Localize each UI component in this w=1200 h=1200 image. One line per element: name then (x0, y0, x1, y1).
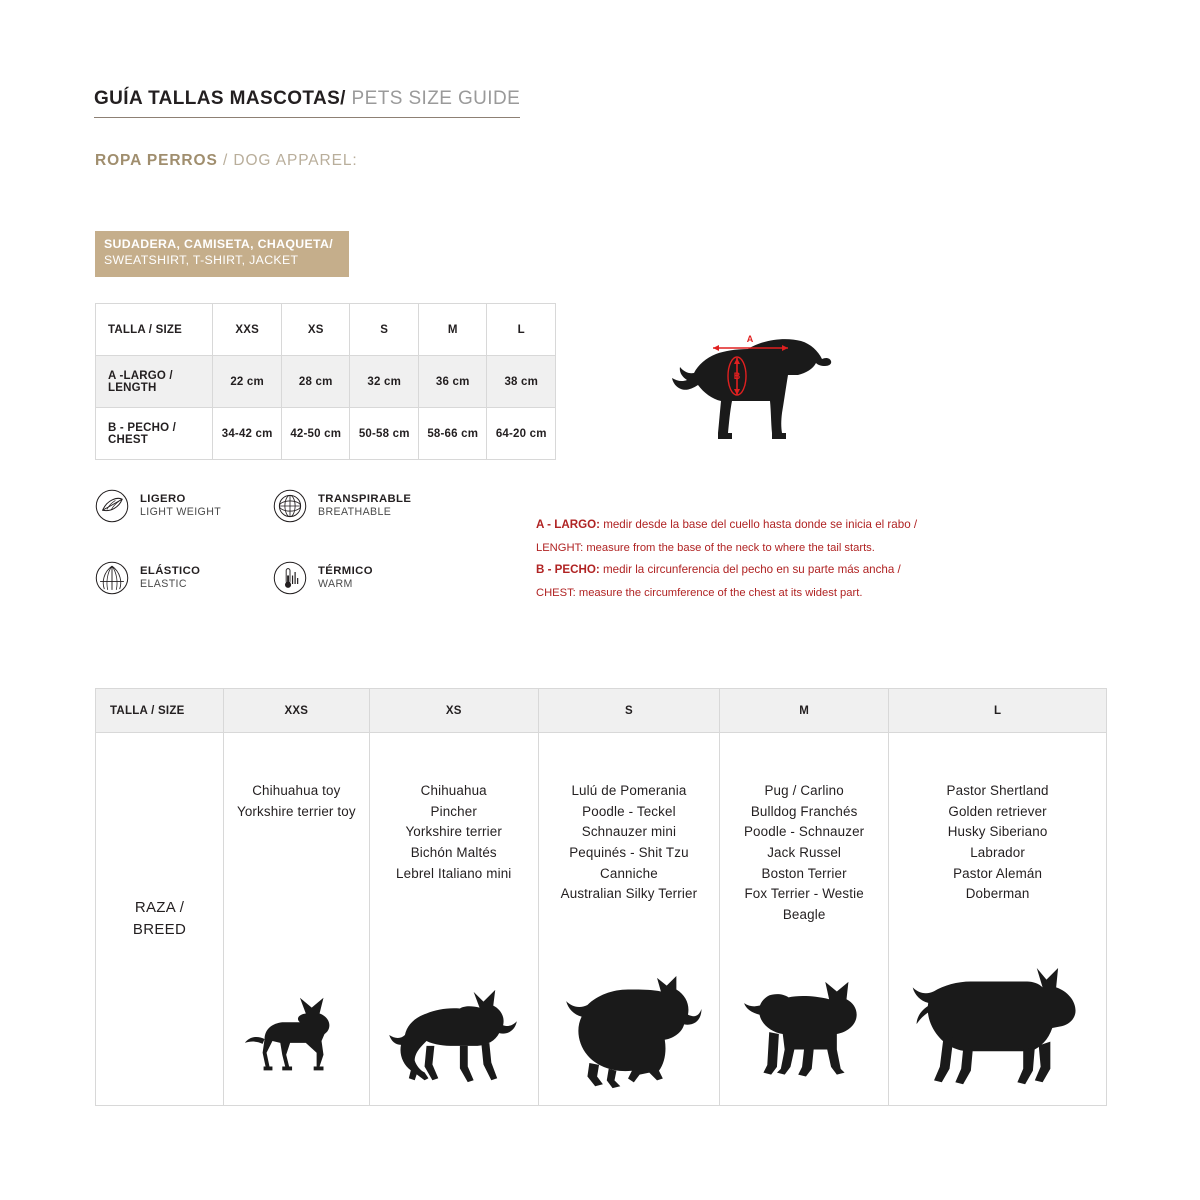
breed-table-header-row (96, 689, 1107, 733)
thermometer-icon (273, 561, 307, 595)
breed-table-row (96, 733, 1107, 1106)
chest-l: 64-20 cm (487, 408, 556, 460)
dog-silhouette-diagram (672, 339, 831, 439)
breed-item: Lebrel Italiano mini (396, 865, 512, 881)
length-s: 32 cm (350, 356, 419, 408)
instruction-b-en: CHEST: measure the circumference of the chest at its widest part. (536, 587, 863, 600)
breed-item: Schnauzer mini (581, 824, 677, 840)
breed-item: Yorkshire terrier (405, 824, 503, 840)
breed-list-m (744, 781, 864, 925)
breed-item: Boston Terrier (761, 865, 847, 881)
breed-cell-xs (369, 733, 538, 1106)
breed-list-xxs (237, 781, 356, 822)
breed-item: Yorkshire terrier toy (236, 803, 356, 819)
breed-item: Pequinés - Shit Tzu (569, 844, 689, 860)
length-l: 38 cm (487, 356, 556, 408)
garment-type-en: SWEATSHIRT, T-SHIRT, JACKET (104, 252, 299, 267)
breed-header-l: L (889, 689, 1107, 733)
breed-header-xxs: XXS (224, 689, 370, 733)
length-xs: 28 cm (281, 356, 350, 408)
breed-item: Golden retriever (948, 803, 1047, 819)
breed-item: Australian Silky Terrier (560, 886, 698, 902)
breed-item: Jack Russel (767, 844, 842, 860)
feature-label-es: TÉRMICO (318, 564, 373, 577)
header-cell-m: M (418, 304, 487, 356)
header-cell-xs: XS (281, 304, 350, 356)
measurements-table (95, 303, 556, 460)
chest-xs: 42-50 cm (281, 408, 350, 460)
page-subtitle (95, 152, 358, 170)
table-row (96, 408, 556, 460)
breed-item: Doberman (965, 886, 1030, 902)
instruction-b-text: medir la circunferencia del pecho en su parte más ancha / (599, 563, 901, 577)
header-cell-size: TALLA / SIZE (96, 304, 213, 356)
breed-item: Poodle - Teckel (582, 803, 676, 819)
length-xxs: 22 cm (213, 356, 282, 408)
page-title-es: GUÍA TALLAS MASCOTAS/ (94, 88, 346, 109)
breed-item: Fox Terrier - Westie (744, 886, 864, 902)
instruction-a-en: LENGHT: measure from the base of the neck to where the tail starts. (536, 541, 875, 554)
breed-item: Chihuahua toy (252, 783, 341, 798)
instruction-a-text: medir desde la base del cuello hasta donde se inicia el rabo / (599, 518, 918, 531)
breed-cell-xxs (224, 733, 370, 1106)
feature-label-en: ELASTIC (140, 578, 187, 591)
chihuahua-silhouette (237, 984, 355, 1105)
breed-item: Husky Siberiano (947, 824, 1048, 840)
breed-item: Beagle (782, 906, 826, 922)
page-subtitle-es: ROPA PERROS (95, 152, 218, 169)
length-m: 36 cm (418, 356, 487, 408)
feature-label-es: ELÁSTICO (140, 564, 201, 577)
breed-row-label-line2: BREED (132, 921, 187, 938)
row-label-length: A -LARGO / LENGTH (96, 356, 213, 408)
table-header-row (96, 304, 556, 356)
breed-item: Pastor Alemán (953, 865, 1043, 881)
breed-row-label (96, 733, 224, 1106)
measurement-diagram (636, 327, 866, 462)
breed-item: Pug / Carlino (764, 783, 844, 798)
row-label-chest: B - PECHO / CHEST (96, 408, 213, 460)
doberman-silhouette (909, 966, 1087, 1105)
feature-light-weight (95, 489, 221, 523)
breed-item: Labrador (970, 844, 1025, 860)
page-title (94, 88, 520, 118)
page-title-en: PETS SIZE GUIDE (345, 88, 521, 109)
header-cell-l: L (487, 304, 556, 356)
breed-cell-m (720, 733, 889, 1106)
breed-item: Chihuahua (420, 783, 487, 798)
feature-label-en: BREATHABLE (318, 506, 392, 519)
header-cell-s: S (350, 304, 419, 356)
page-subtitle-en: / DOG APPAREL: (217, 152, 358, 169)
elastic-icon (95, 561, 129, 595)
garment-type-banner (95, 231, 349, 277)
chest-m: 58-66 cm (418, 408, 487, 460)
breed-item: Bulldog Franchés (750, 803, 858, 819)
chest-xxs: 34-42 cm (213, 408, 282, 460)
breed-cell-l (889, 733, 1107, 1106)
feature-label-en: LIGHT WEIGHT (140, 506, 222, 519)
garment-type-es: SUDADERA, CAMISETA, CHAQUETA/ (104, 237, 333, 251)
breed-cell-s (538, 733, 719, 1106)
measure-label-a: A (746, 334, 754, 344)
breed-header-s: S (538, 689, 719, 733)
spitz-silhouette (555, 976, 703, 1105)
instruction-b-label: B - PECHO: (536, 563, 600, 577)
bulldog-silhouette (735, 978, 873, 1105)
breed-table (95, 688, 1107, 1106)
feature-warm (273, 561, 373, 595)
breed-header-size: TALLA / SIZE (96, 689, 224, 733)
feature-label-es: LIGERO (140, 492, 186, 505)
breed-item: Bichón Maltés (410, 844, 497, 860)
feather-icon (95, 489, 129, 523)
breed-item: Canniche (600, 865, 658, 881)
measure-label-b: B (733, 371, 741, 381)
header-cell-xxs: XXS (213, 304, 282, 356)
breed-list-s (561, 781, 698, 905)
breed-list-l (947, 781, 1049, 905)
breed-header-m: M (720, 689, 889, 733)
breed-row-label-line1: RAZA / (134, 898, 185, 916)
breathable-icon (273, 489, 307, 523)
instruction-b (536, 558, 956, 581)
feature-breathable (273, 489, 411, 523)
table-row (96, 356, 556, 408)
breed-item: Poodle - Schnauzer (743, 824, 865, 840)
breed-item: Pincher (430, 803, 477, 819)
breed-header-xs: XS (369, 689, 538, 733)
chest-s: 50-58 cm (350, 408, 419, 460)
breed-item: Lulú de Pomerania (571, 783, 687, 798)
breed-item: Pastor Shertland (946, 783, 1049, 798)
feature-elastic (95, 561, 200, 595)
measurement-instructions (536, 513, 956, 604)
pomeranian-small-silhouette (385, 984, 523, 1105)
feature-label-es: TRANSPIRABLE (318, 492, 412, 505)
breed-list-xs (396, 781, 511, 884)
instruction-a-label: A - LARGO: (536, 518, 600, 531)
instruction-a (536, 513, 956, 536)
feature-label-en: WARM (318, 578, 353, 591)
